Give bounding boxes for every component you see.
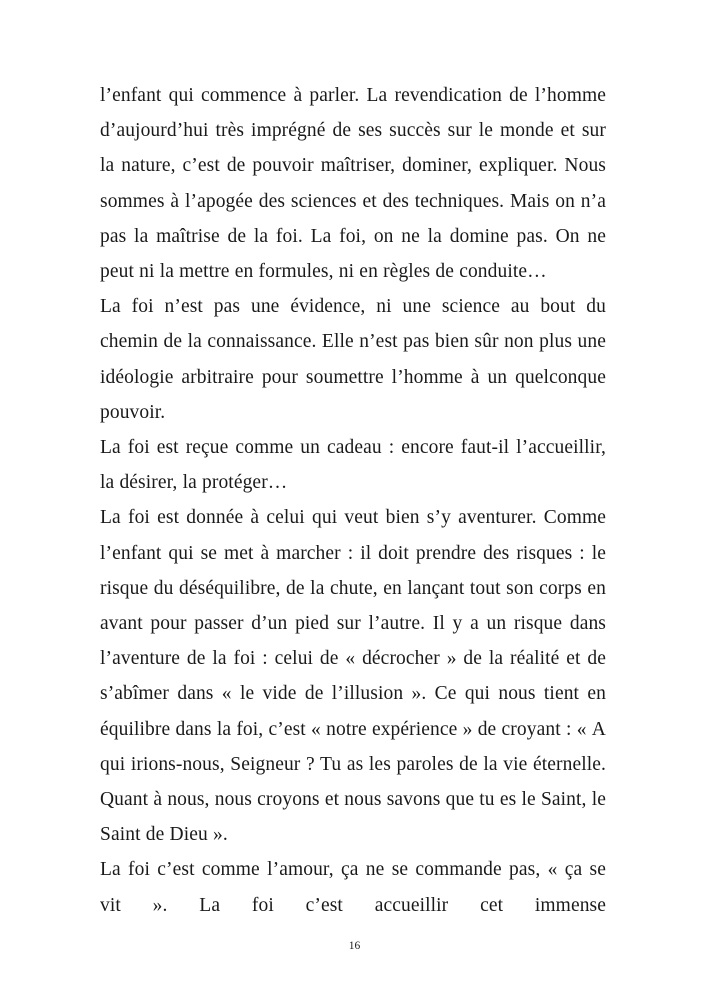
paragraph-4: La foi est donnée à celui qui veut bien s’y aventurer. Comme l’enfant qui se met à marcher : il doit prendre des risques : le risque du déséquilibre, de la chute, en lançant tout son corps en avant pour passer d’un pied sur l’autre. Il y a un risque dans l’aventure de la foi : celui de « décrocher » de la réalité et de s’abîmer dans « le vide de l’illusion ». Ce qui nous tient en équilibre dans la foi, c’est « notre expérience » de croyant : « A qui irions-nous, Seigneur ? Tu as les paroles de la vie éternelle. Quant à nous, nous croyons et nous savons que tu es le Saint, le Saint de Dieu ». [100,507,606,846]
paragraph-2: La foi n’est pas une évidence, ni une science au bout du chemin de la connaissance. Elle n’est pas bien sûr non plus une idéologie arbitraire pour soumettre l’homme à un quelconque pouvoir. [100,296,606,423]
paragraph-5: La foi c’est comme l’amour, ça ne se commande pas, « ça se vit ». La foi c’est accueillir cet immense [100,859,606,916]
paragraph-1: l’enfant qui commence à parler. La revendication de l’homme d’aujourd’hui très imprégné de ses succès sur le monde et sur la nature, c’est de pouvoir maîtriser, dominer, expliquer. Nous sommes à l’apogée des sciences et des techniques. Mais on n’a pas la maîtrise de la foi. La foi, on ne la domine pas. On ne peut ni la mettre en formules, ni en règles de conduite… [100,85,606,283]
paragraph-3: La foi est reçue comme un cadeau : encore faut-il l’accueillir, la désirer, la protéger… [100,437,606,494]
page-number: 16 [348,940,361,952]
body-text-column [100,78,606,923]
